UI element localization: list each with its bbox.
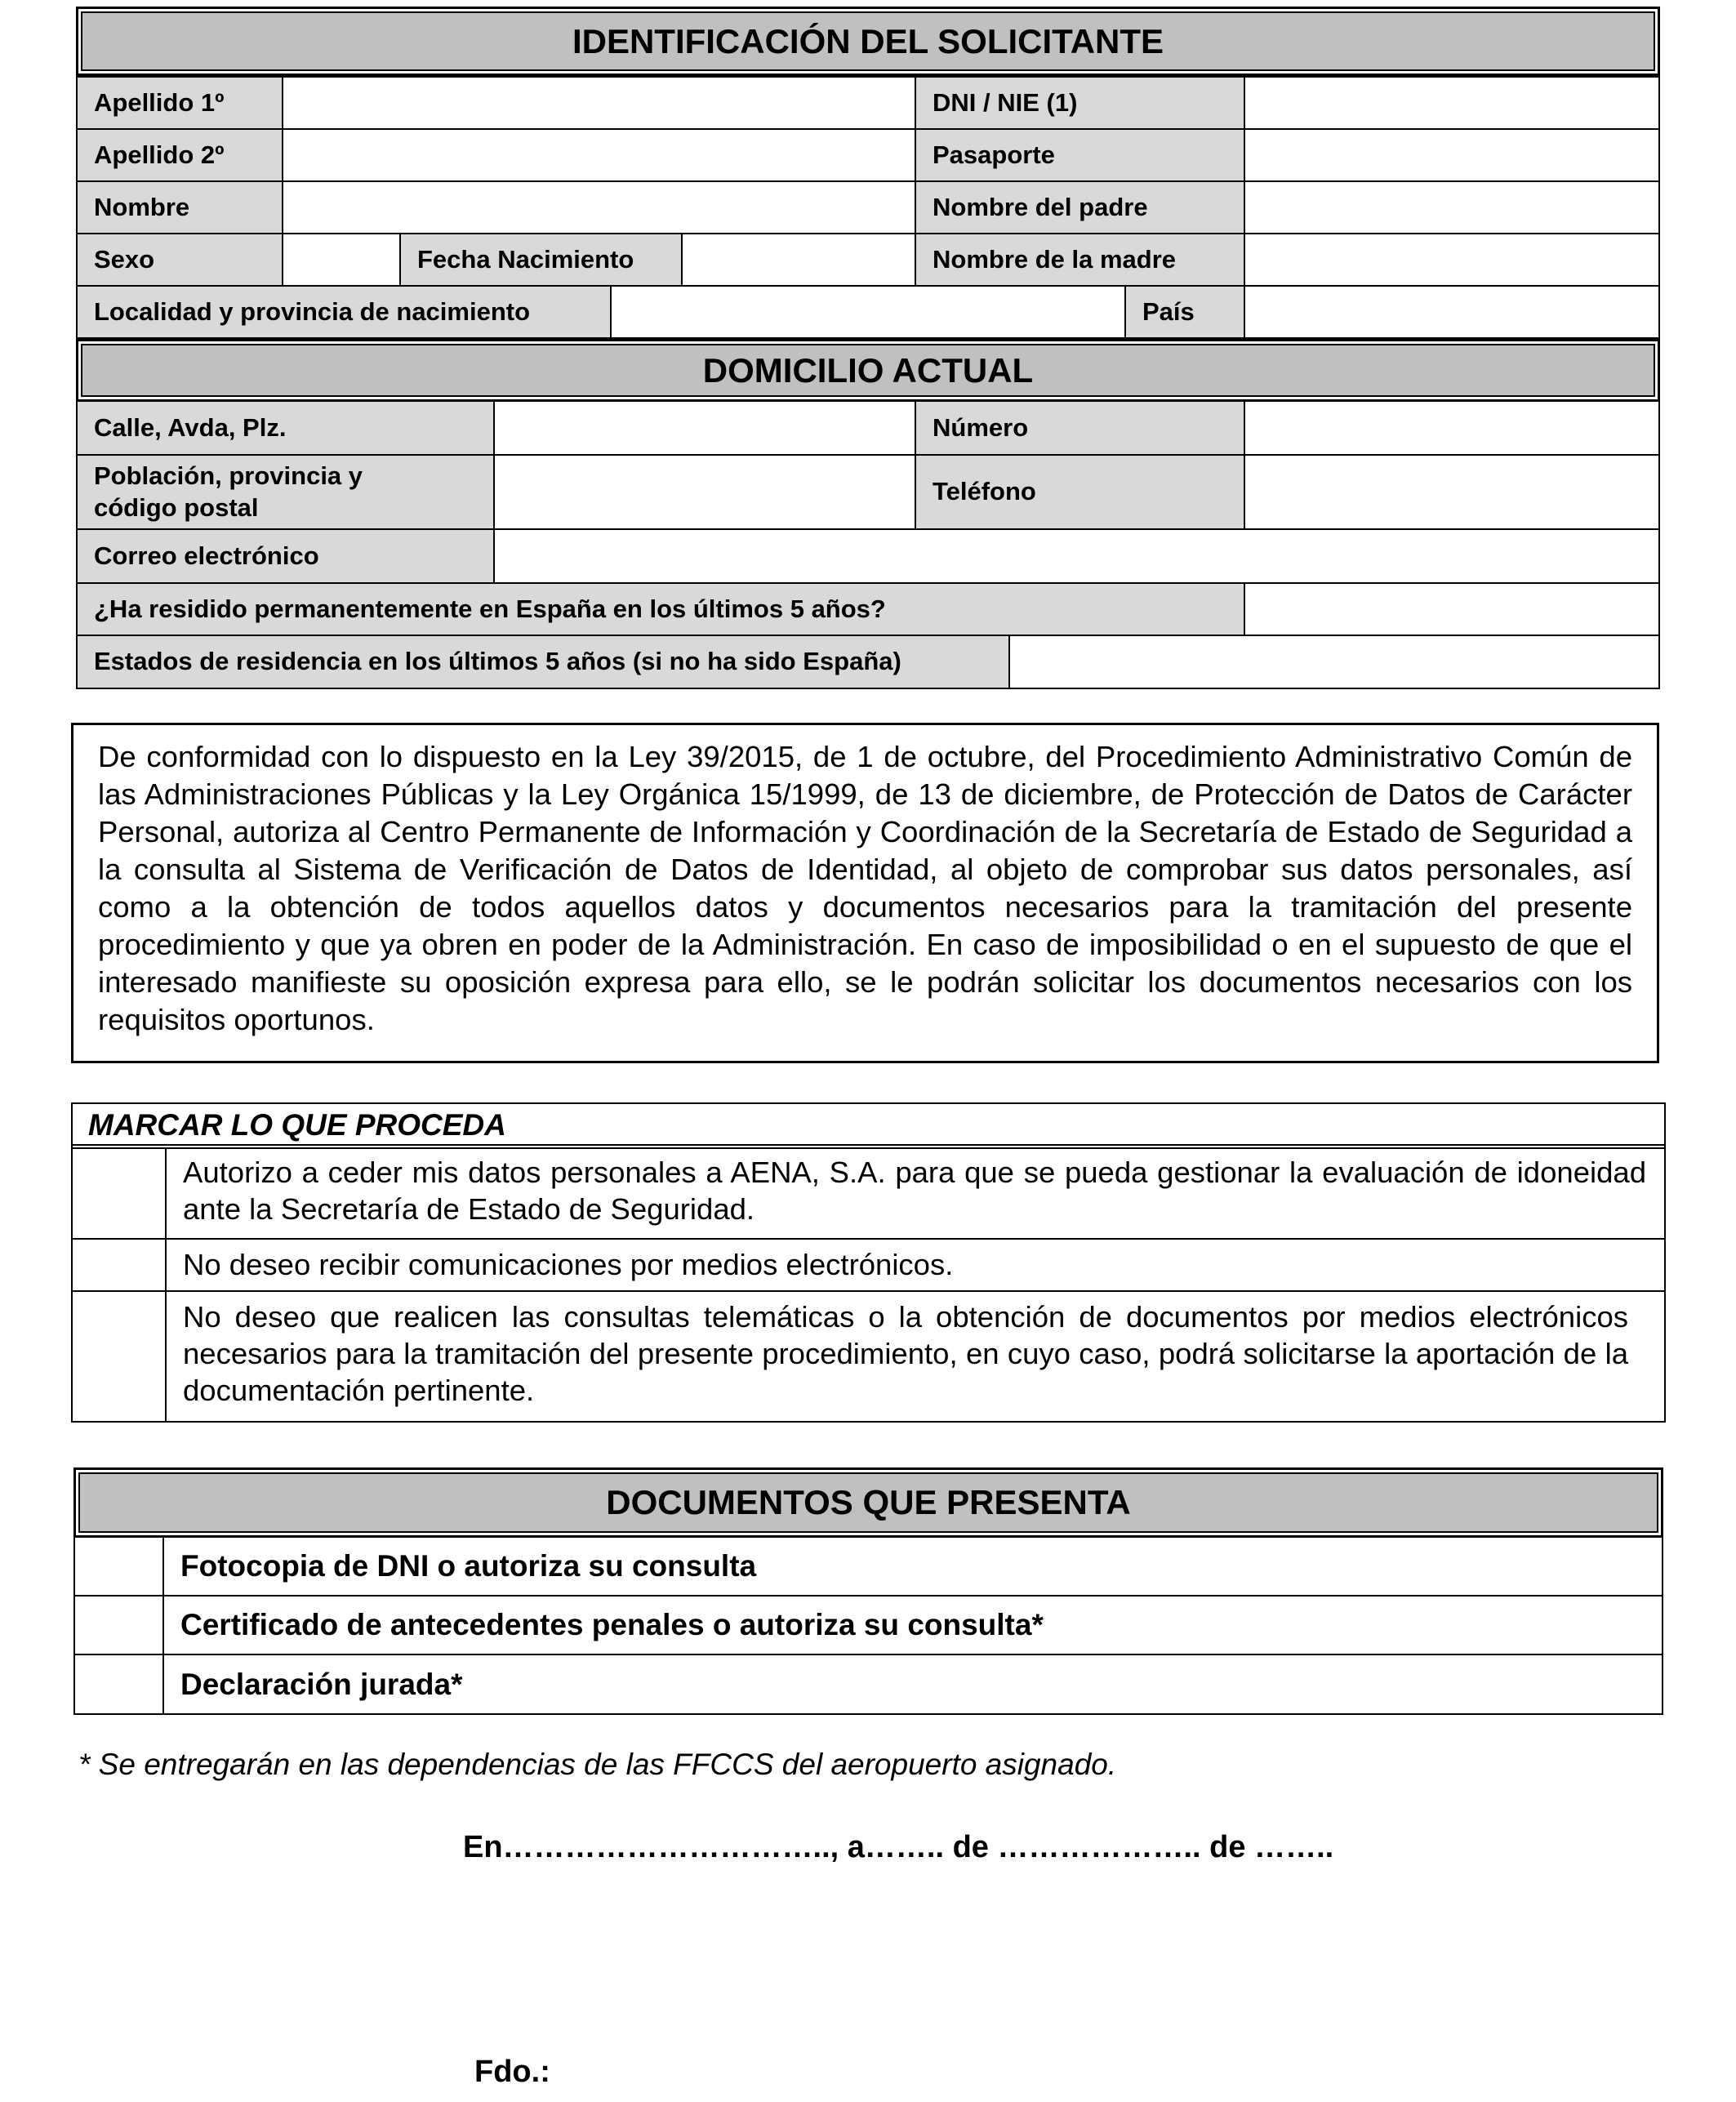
nombre-padre-label: Nombre del padre xyxy=(915,180,1245,234)
fecha-nacimiento-label: Fecha Nacimiento xyxy=(399,233,683,287)
apellido2-label: Apellido 2º xyxy=(76,128,283,182)
calle-label: Calle, Avda, Plz. xyxy=(76,400,495,456)
option-1-text: Autorizo a ceder mis datos personales a AENA, S.A. para que se pueda gestionar la evaluación de idoneidad ante la Secretaría de Estado de Seguridad. xyxy=(183,1156,1646,1226)
pais-field[interactable] xyxy=(1244,285,1660,339)
nombre-padre-field[interactable] xyxy=(1244,180,1660,234)
poblacion-label-line1: Población, provincia y xyxy=(94,461,363,490)
nombre-madre-field[interactable] xyxy=(1244,233,1660,287)
localidad-label: Localidad y provincia de nacimiento xyxy=(76,285,612,339)
pais-label: País xyxy=(1124,285,1245,339)
option-2-checkbox[interactable] xyxy=(71,1238,167,1292)
correo-field[interactable] xyxy=(493,528,1660,584)
nombre-madre-label: Nombre de la madre xyxy=(915,233,1245,287)
consent-paragraph: De conformidad con lo dispuesto en la Ley 39/2015, de 1 de octubre, del Procedimiento Administrativo Común de las Administraciones Públicas y la Ley Orgánica 15/1999, de 13 de diciembre, de Protección de Datos de Carácter Personal, autoriza al Centro Permanente de Información y Coordinación de la Secretaría de Estado de Seguridad a la consulta al Sistema de Verificación de Datos de Identidad, al objeto de comprobar sus datos personales, así como a la obtención de todos aquellos datos y documentos necesarios para la tramitación del presente procedimiento y que ya obren en poder de la Administración. En caso de imposibilidad o en el supuesto de que el interesado manifieste su oposición expresa para ello, se le podrán solicitar los documentos necesarios con los requisitos oportunos. xyxy=(71,723,1659,1063)
pasaporte-field[interactable] xyxy=(1244,128,1660,182)
poblacion-label-line2: código postal xyxy=(94,492,259,522)
address-title-text: DOMICILIO ACTUAL xyxy=(702,350,1034,390)
poblacion-field[interactable] xyxy=(493,454,916,530)
residido-label: ¿Ha residido permanentemente en España en los últimos 5 años? xyxy=(76,582,1245,636)
document-1-checkbox[interactable] xyxy=(73,1536,164,1597)
document-1-text: Fotocopia de DNI o autoriza su consulta xyxy=(180,1549,757,1583)
poblacion-label xyxy=(76,454,495,530)
option-3-text: No deseo que realicen las consultas telemáticas o la obtención de documentos por medios electrónicos necesarios para la tramitación del presente procedimiento, en cuyo caso, podrá solicitarse la aportación de la documentación pertinente. xyxy=(183,1300,1628,1407)
signature-fdo-label: Fdo.: xyxy=(474,2055,550,2089)
document-2-checkbox[interactable] xyxy=(73,1595,164,1655)
documents-title-text: DOCUMENTOS QUE PRESENTA xyxy=(606,1483,1131,1521)
numero-label: Número xyxy=(915,400,1245,456)
options-title: MARCAR LO QUE PROCEDA xyxy=(88,1108,506,1142)
residido-field[interactable] xyxy=(1244,582,1660,636)
fecha-nacimiento-field[interactable] xyxy=(681,233,916,287)
estados-label: Estados de residencia en los últimos 5 años (si no ha sido España) xyxy=(76,635,1010,689)
option-2-text: No deseo recibir comunicaciones por medios electrónicos. xyxy=(183,1248,954,1281)
telefono-label: Teléfono xyxy=(915,454,1245,530)
nombre-label: Nombre xyxy=(76,180,283,234)
numero-field[interactable] xyxy=(1244,400,1660,456)
option-3-checkbox[interactable] xyxy=(71,1290,167,1423)
applicant-title-text: IDENTIFICACIÓN DEL SOLICITANTE xyxy=(572,21,1164,60)
apellido1-field[interactable] xyxy=(282,76,916,130)
pasaporte-label: Pasaporte xyxy=(915,128,1245,182)
localidad-field[interactable] xyxy=(610,285,1126,339)
address-section-title xyxy=(76,339,1660,402)
document-3-checkbox[interactable] xyxy=(73,1654,164,1715)
telefono-field[interactable] xyxy=(1244,454,1660,530)
dni-field[interactable] xyxy=(1244,76,1660,130)
apellido2-field[interactable] xyxy=(282,128,916,182)
apellido1-label: Apellido 1º xyxy=(76,76,283,130)
calle-field[interactable] xyxy=(493,400,916,456)
dni-label: DNI / NIE (1) xyxy=(915,76,1245,130)
applicant-section-title xyxy=(76,7,1660,76)
documents-section-title xyxy=(73,1467,1663,1538)
document-3-text: Declaración jurada* xyxy=(180,1667,463,1701)
document-2-text: Certificado de antecedentes penales o autoriza su consulta* xyxy=(180,1608,1044,1641)
nombre-field[interactable] xyxy=(282,180,916,234)
correo-label: Correo electrónico xyxy=(76,528,495,584)
sexo-field[interactable] xyxy=(282,233,401,287)
sexo-label: Sexo xyxy=(76,233,283,287)
estados-field[interactable] xyxy=(1008,635,1660,689)
signature-place-date-line: En………………………….., a…….. de ……………….. de …….. xyxy=(463,1830,1334,1864)
option-1-checkbox[interactable] xyxy=(71,1147,167,1240)
footnote: * Se entregarán en las dependencias de las FFCCS del aeropuerto asignado. xyxy=(78,1748,1117,1781)
